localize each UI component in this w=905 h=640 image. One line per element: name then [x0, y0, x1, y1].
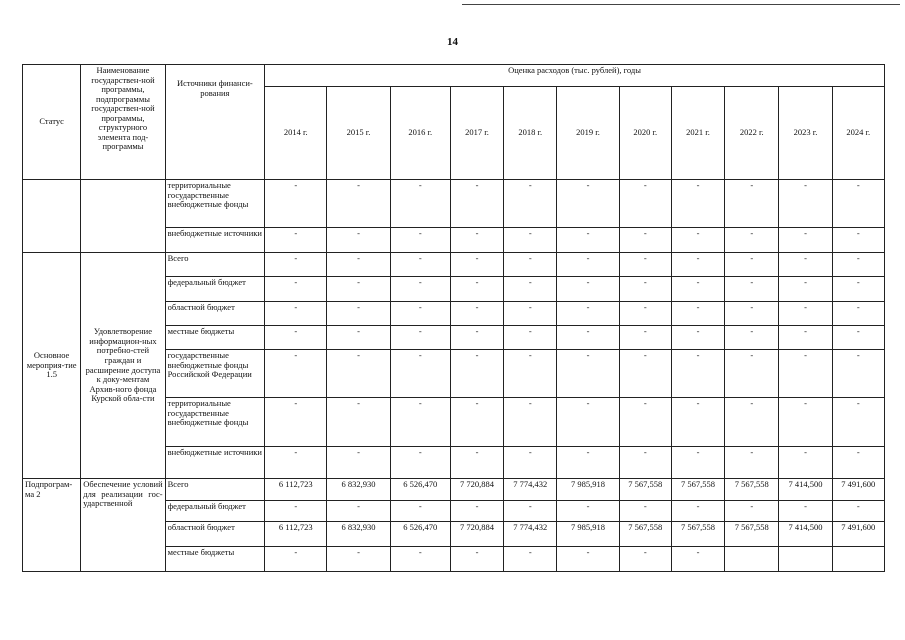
value-cell: - — [504, 326, 557, 350]
value-cell: - — [390, 501, 450, 522]
value-cell: - — [725, 398, 779, 447]
value-cell: 6 832,930 — [327, 522, 390, 547]
value-cell: - — [619, 350, 671, 398]
value-cell: - — [832, 447, 884, 479]
value-cell: - — [327, 253, 390, 277]
value-cell: - — [779, 350, 832, 398]
value-cell: 7 567,558 — [725, 522, 779, 547]
value-cell: - — [265, 253, 327, 277]
value-cell: - — [450, 277, 503, 302]
value-cell: - — [390, 180, 450, 228]
header-sources: Источники финанси-рования — [165, 65, 264, 180]
value-cell: - — [557, 253, 619, 277]
value-cell: - — [327, 501, 390, 522]
value-cell: - — [619, 228, 671, 253]
value-cell: - — [832, 180, 884, 228]
status-cell: Подпрограм-ма 2 — [23, 479, 81, 572]
value-cell: - — [327, 326, 390, 350]
value-cell: - — [832, 228, 884, 253]
value-cell: - — [557, 228, 619, 253]
value-cell: 7 567,558 — [671, 479, 724, 501]
value-cell: 6 526,470 — [390, 522, 450, 547]
value-cell: 7 567,558 — [619, 479, 671, 501]
value-cell: - — [504, 253, 557, 277]
value-cell: - — [390, 398, 450, 447]
value-cell: - — [450, 350, 503, 398]
value-cell: - — [504, 350, 557, 398]
value-cell: - — [671, 180, 724, 228]
value-cell: - — [779, 277, 832, 302]
value-cell: - — [390, 447, 450, 479]
value-cell: - — [450, 398, 503, 447]
value-cell: - — [619, 501, 671, 522]
value-cell: - — [450, 228, 503, 253]
funding-source-cell: Всего — [165, 479, 264, 501]
value-cell: - — [619, 398, 671, 447]
header-year: 2016 г. — [390, 87, 450, 180]
value-cell: - — [725, 447, 779, 479]
value-cell: - — [557, 398, 619, 447]
value-cell: - — [327, 398, 390, 447]
value-cell: - — [671, 302, 724, 326]
value-cell: - — [504, 501, 557, 522]
program-name-cell — [81, 180, 165, 253]
funding-source-cell: федеральный бюджет — [165, 501, 264, 522]
header-year: 2014 г. — [265, 87, 327, 180]
value-cell: - — [832, 326, 884, 350]
value-cell: - — [725, 302, 779, 326]
funding-source-cell: местные бюджеты — [165, 326, 264, 350]
value-cell: - — [832, 277, 884, 302]
value-cell: - — [265, 501, 327, 522]
value-cell: - — [619, 180, 671, 228]
value-cell: - — [450, 180, 503, 228]
value-cell: - — [832, 350, 884, 398]
header-year: 2019 г. — [557, 87, 619, 180]
value-cell: - — [327, 350, 390, 398]
header-status: Статус — [23, 65, 81, 180]
value-cell: - — [557, 501, 619, 522]
value-cell: - — [725, 326, 779, 350]
funding-source-cell: федеральный бюджет — [165, 277, 264, 302]
header-year: 2018 г. — [504, 87, 557, 180]
funding-source-cell: территориальные государственные внебюджетные фонды — [165, 398, 264, 447]
value-cell: - — [504, 180, 557, 228]
table-row — [23, 253, 885, 277]
value-cell: - — [390, 302, 450, 326]
value-cell: - — [557, 547, 619, 572]
program-name-cell: Обеспечение условий для реализации гос-ударственной — [81, 479, 165, 572]
value-cell: - — [671, 547, 724, 572]
header-row — [23, 65, 885, 87]
value-cell: - — [779, 447, 832, 479]
funding-source-cell: внебюджетные источники — [165, 447, 264, 479]
value-cell: - — [390, 350, 450, 398]
value-cell: - — [671, 326, 724, 350]
header-year: 2015 г. — [327, 87, 390, 180]
header-year: 2020 г. — [619, 87, 671, 180]
value-cell: - — [265, 302, 327, 326]
value-cell: 7 567,558 — [671, 522, 724, 547]
value-cell: - — [450, 501, 503, 522]
funding-source-cell: областной бюджет — [165, 302, 264, 326]
value-cell — [832, 547, 884, 572]
value-cell: - — [725, 350, 779, 398]
value-cell: - — [504, 277, 557, 302]
table-row — [23, 180, 885, 228]
value-cell: - — [390, 277, 450, 302]
value-cell: - — [557, 350, 619, 398]
value-cell: 7 414,500 — [779, 522, 832, 547]
value-cell: - — [450, 253, 503, 277]
value-cell: - — [671, 350, 724, 398]
value-cell: - — [390, 547, 450, 572]
value-cell: - — [265, 326, 327, 350]
expenses-table — [22, 64, 885, 572]
funding-source-cell: территориальные государственные внебюджетные фонды — [165, 180, 264, 228]
value-cell: 6 112,723 — [265, 522, 327, 547]
value-cell: 7 567,558 — [619, 522, 671, 547]
value-cell: - — [557, 326, 619, 350]
value-cell: - — [671, 228, 724, 253]
value-cell: - — [557, 180, 619, 228]
value-cell — [779, 547, 832, 572]
value-cell: - — [832, 501, 884, 522]
value-cell: - — [557, 302, 619, 326]
value-cell: - — [504, 547, 557, 572]
value-cell: - — [450, 547, 503, 572]
value-cell: 7 414,500 — [779, 479, 832, 501]
value-cell: - — [265, 350, 327, 398]
value-cell: - — [779, 253, 832, 277]
value-cell: - — [779, 228, 832, 253]
value-cell: - — [671, 398, 724, 447]
value-cell: - — [671, 501, 724, 522]
value-cell: - — [504, 398, 557, 447]
value-cell: - — [725, 228, 779, 253]
value-cell: - — [450, 302, 503, 326]
header-year: 2023 г. — [779, 87, 832, 180]
header-year: 2024 г. — [832, 87, 884, 180]
value-cell: 6 112,723 — [265, 479, 327, 501]
value-cell: - — [327, 228, 390, 253]
value-cell: - — [619, 302, 671, 326]
value-cell: - — [557, 447, 619, 479]
value-cell: - — [725, 501, 779, 522]
value-cell: - — [327, 180, 390, 228]
value-cell: 6 526,470 — [390, 479, 450, 501]
value-cell: - — [504, 228, 557, 253]
status-cell — [23, 180, 81, 253]
value-cell: - — [327, 447, 390, 479]
value-cell: 7 720,884 — [450, 479, 503, 501]
value-cell: 6 832,930 — [327, 479, 390, 501]
value-cell: - — [725, 253, 779, 277]
value-cell: 7 985,918 — [557, 522, 619, 547]
value-cell: - — [832, 253, 884, 277]
header-year: 2021 г. — [671, 87, 724, 180]
value-cell: - — [619, 547, 671, 572]
value-cell: - — [779, 501, 832, 522]
header-year: 2022 г. — [725, 87, 779, 180]
value-cell: - — [832, 398, 884, 447]
value-cell: - — [779, 302, 832, 326]
status-cell: Основное мероприя-тие 1.5 — [23, 253, 81, 479]
value-cell: - — [671, 253, 724, 277]
value-cell: - — [390, 253, 450, 277]
value-cell: - — [779, 398, 832, 447]
value-cell: 7 774,432 — [504, 479, 557, 501]
program-name-cell: Удовлетворение информацион-ных потребно-стей граждан и расширение доступа к доку-ментам Архив-ного фонда Курской обла-сти — [81, 253, 165, 479]
value-cell: - — [450, 447, 503, 479]
value-cell: - — [265, 447, 327, 479]
funding-source-cell: внебюджетные источники — [165, 228, 264, 253]
value-cell: - — [265, 277, 327, 302]
value-cell: - — [725, 180, 779, 228]
value-cell: - — [265, 398, 327, 447]
value-cell: - — [504, 302, 557, 326]
header-year: 2017 г. — [450, 87, 503, 180]
funding-source-cell: Всего — [165, 253, 264, 277]
value-cell: - — [619, 277, 671, 302]
header-estimate: Оценка расходов (тыс. рублей), годы — [265, 65, 885, 87]
page-number: 14 — [447, 36, 458, 48]
top-rule — [462, 4, 900, 5]
value-cell: - — [327, 302, 390, 326]
value-cell: 7 491,600 — [832, 479, 884, 501]
value-cell: - — [504, 447, 557, 479]
value-cell: 7 491,600 — [832, 522, 884, 547]
value-cell: - — [450, 326, 503, 350]
value-cell: - — [619, 326, 671, 350]
funding-source-cell: местные бюджеты — [165, 547, 264, 572]
value-cell: - — [327, 277, 390, 302]
value-cell: - — [619, 253, 671, 277]
value-cell: 7 567,558 — [725, 479, 779, 501]
value-cell: - — [390, 228, 450, 253]
value-cell: - — [390, 326, 450, 350]
value-cell: 7 774,432 — [504, 522, 557, 547]
value-cell: - — [671, 277, 724, 302]
value-cell: - — [265, 228, 327, 253]
value-cell: - — [327, 547, 390, 572]
value-cell: - — [557, 277, 619, 302]
value-cell: - — [725, 277, 779, 302]
value-cell: - — [671, 447, 724, 479]
header-name: Наименование государствен-ной программы, подпрограммы государствен-ной программы, структурного элемента под-программы — [81, 65, 165, 180]
value-cell: - — [779, 326, 832, 350]
value-cell: 7 720,884 — [450, 522, 503, 547]
value-cell: 7 985,918 — [557, 479, 619, 501]
value-cell: - — [619, 447, 671, 479]
value-cell: - — [265, 180, 327, 228]
funding-source-cell: государственные внебюджетные фонды Российской Федерации — [165, 350, 264, 398]
value-cell: - — [265, 547, 327, 572]
value-cell: - — [832, 302, 884, 326]
value-cell — [725, 547, 779, 572]
table-row — [23, 479, 885, 501]
value-cell: - — [779, 180, 832, 228]
funding-source-cell: областной бюджет — [165, 522, 264, 547]
